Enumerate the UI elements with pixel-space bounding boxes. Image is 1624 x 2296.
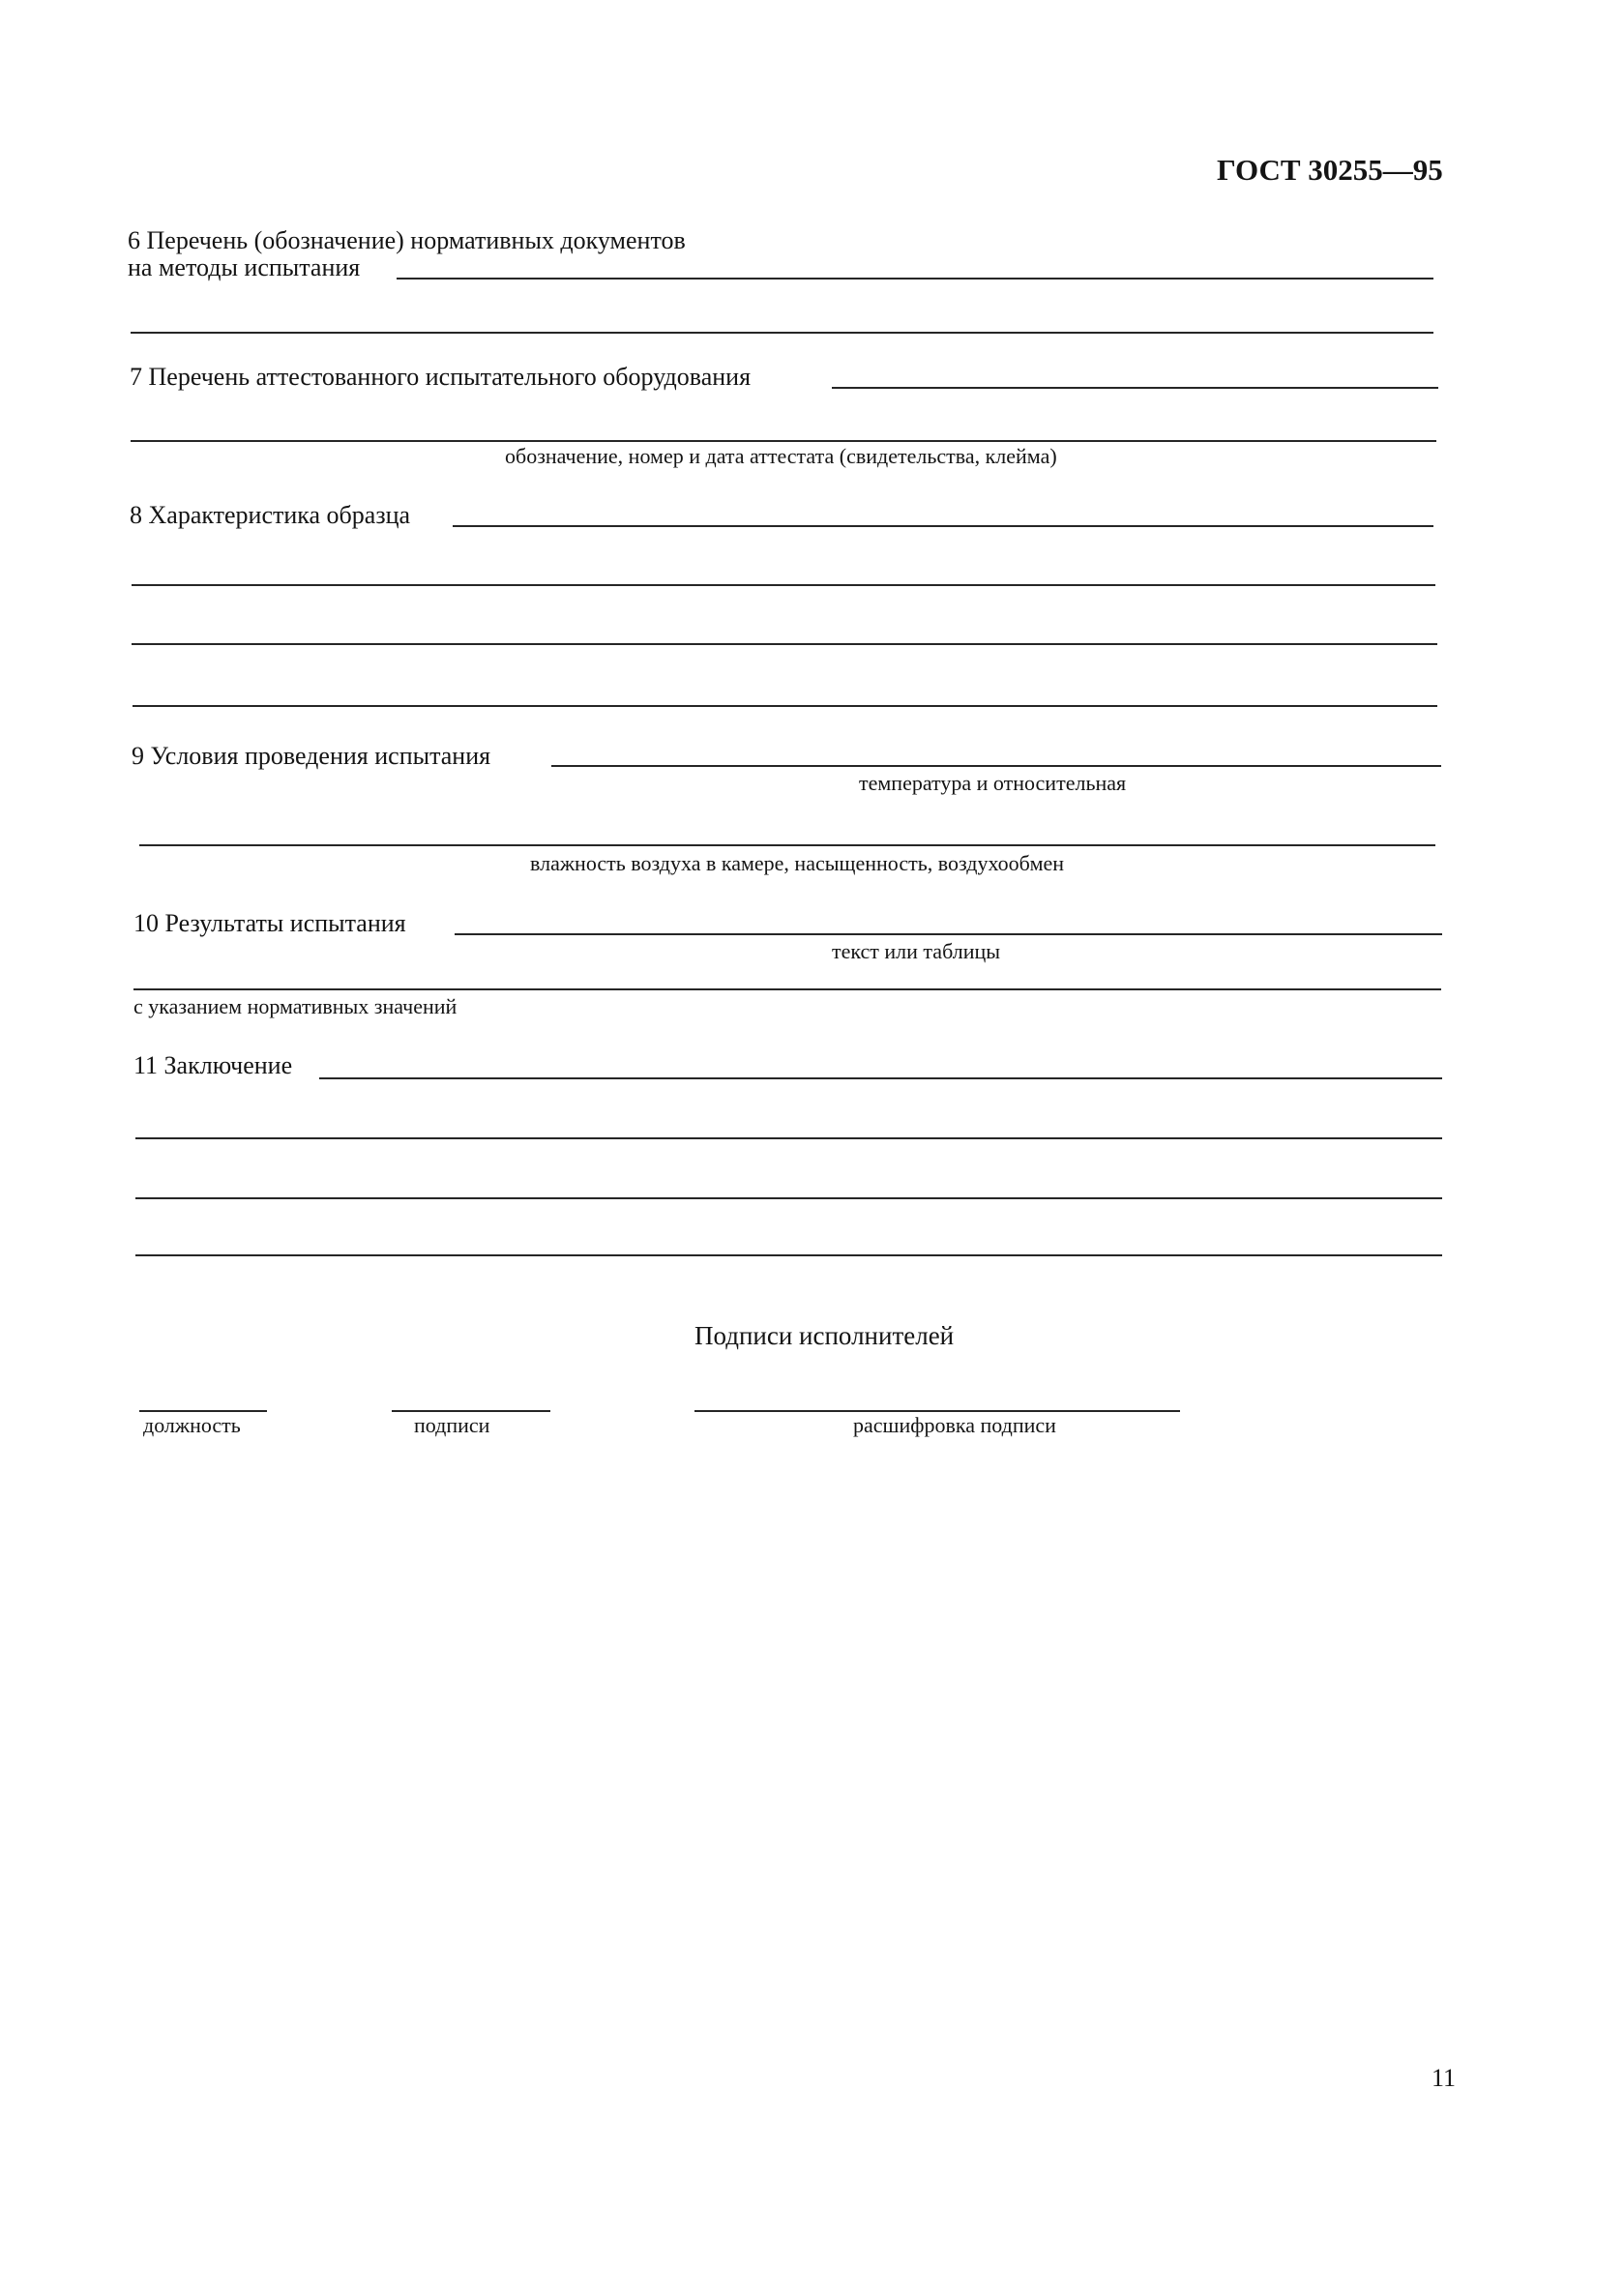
section-9-field-line-2 — [139, 844, 1435, 846]
section-10-title: 10 Результаты испытания — [133, 909, 406, 937]
section-6-title: 6 Перечень (обозначение) нормативных документов — [128, 226, 686, 254]
section-10-field-line — [455, 933, 1442, 935]
section-10-caption-1: текст или таблицы — [832, 939, 1001, 963]
section-8-field-line — [453, 525, 1433, 527]
section-7-caption: обозначение, номер и дата аттестата (свидетельства, клейма) — [505, 444, 1057, 468]
section-6-field-line-2 — [131, 332, 1433, 334]
section-11-field-line — [319, 1077, 1442, 1079]
section-9-title: 9 Условия проведения испытания — [132, 742, 491, 770]
section-8-field-line-3 — [132, 643, 1437, 645]
section-9-caption-1: температура и относительная — [859, 771, 1127, 795]
section-10-field-line-2 — [133, 988, 1441, 990]
section-8-field-line-2 — [132, 584, 1435, 586]
signatures-heading: Подписи исполнителей — [694, 1321, 955, 1350]
page-number: 11 — [1432, 2064, 1457, 2092]
section-9-caption-2: влажность воздуха в камере, насыщенность, воздухообмен — [530, 851, 1065, 875]
section-11-field-line-4 — [135, 1254, 1442, 1256]
section-8-field-line-4 — [133, 705, 1437, 707]
decoding-label: расшифровка подписи — [853, 1413, 1056, 1437]
section-7-field-line — [832, 387, 1438, 389]
section-11-field-line-3 — [135, 1197, 1442, 1199]
section-7-title: 7 Перечень аттестованного испытательного оборудования — [130, 363, 752, 391]
section-8-title: 8 Характеристика образца — [130, 501, 411, 529]
section-6-field-line — [397, 278, 1433, 280]
position-line — [139, 1410, 267, 1412]
section-9-field-line — [551, 765, 1441, 767]
signatures-label: подписи — [414, 1413, 490, 1437]
position-label: должность — [143, 1413, 241, 1437]
section-10-caption-2: с указанием нормативных значений — [133, 994, 458, 1018]
section-6-subtitle: на методы испытания — [128, 253, 361, 281]
document-id: ГОСТ 30255—95 — [1217, 153, 1443, 187]
section-11-title: 11 Заключение — [133, 1051, 293, 1079]
signature-line — [392, 1410, 550, 1412]
decoding-line — [694, 1410, 1180, 1412]
section-7-field-line-2 — [131, 440, 1436, 442]
section-11-field-line-2 — [135, 1137, 1442, 1139]
